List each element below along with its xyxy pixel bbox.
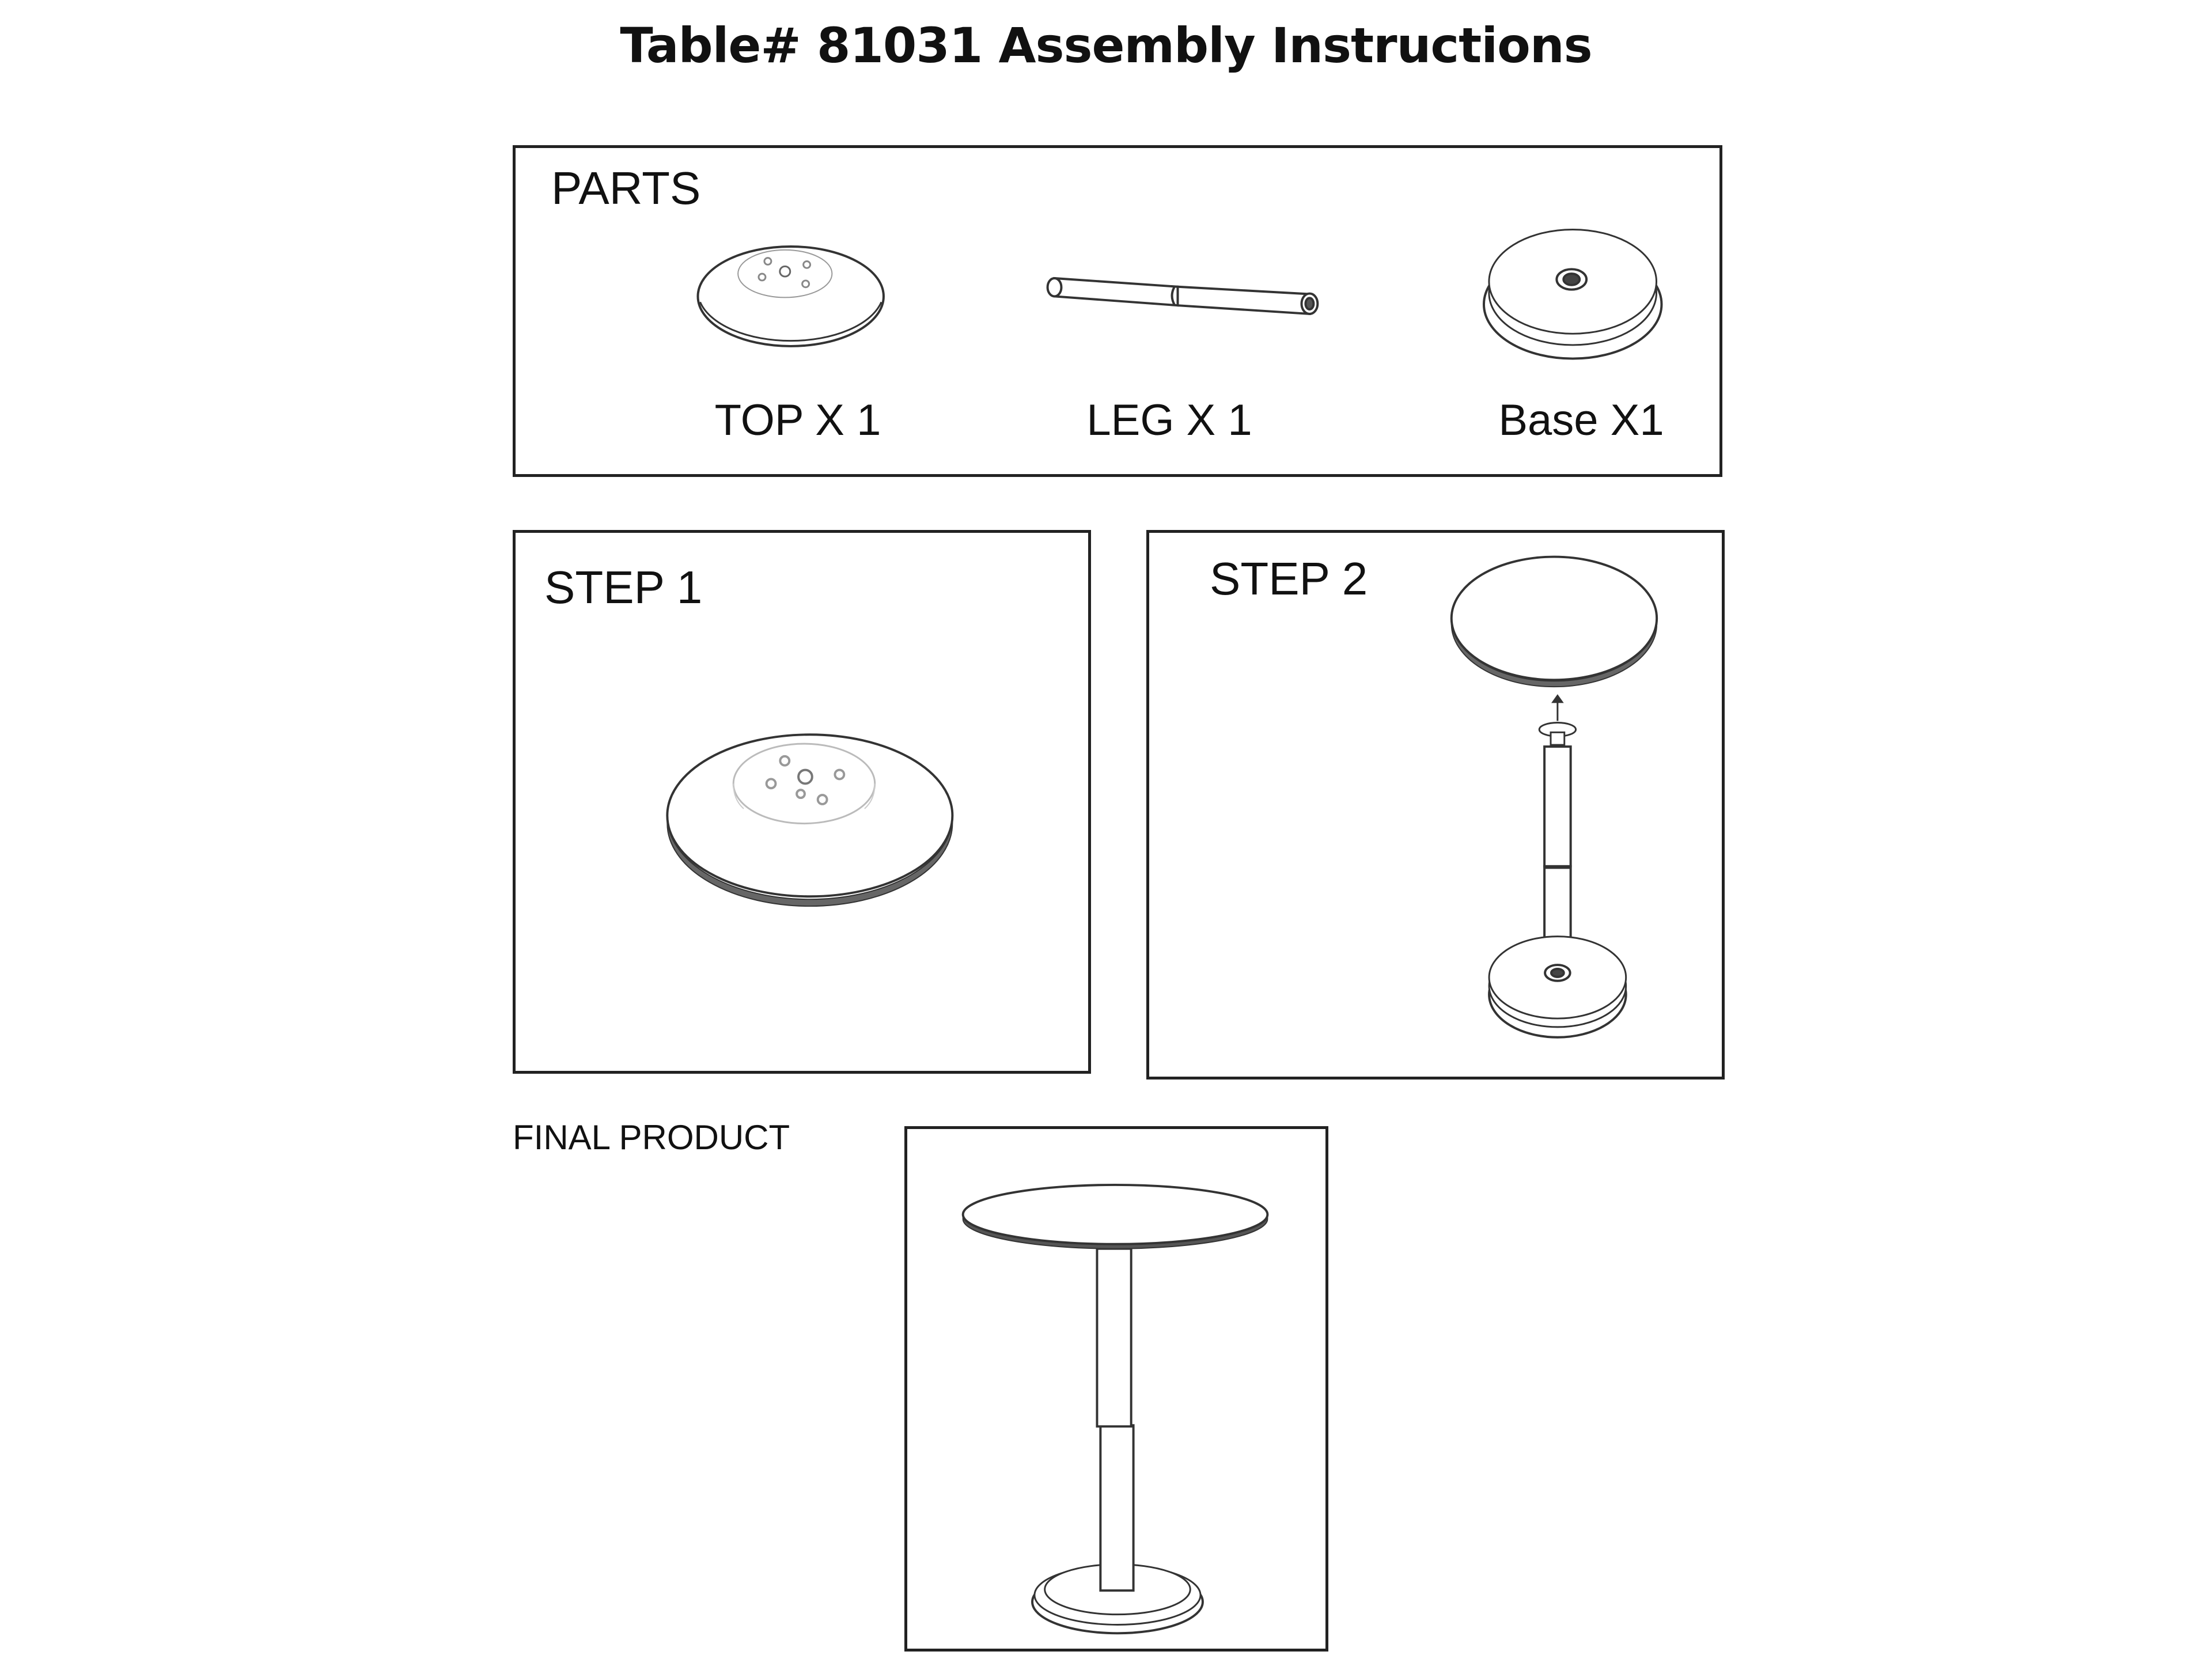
step1-panel <box>513 530 1091 1074</box>
base-part-drawing <box>1484 230 1662 359</box>
part-label-top: TOP X 1 <box>714 396 881 445</box>
parts-heading: PARTS <box>551 162 701 214</box>
final-product-label: FINAL PRODUCT <box>513 1118 790 1157</box>
part-label-leg: LEG X 1 <box>1086 396 1252 445</box>
step1-illustration <box>516 533 1088 1071</box>
step2-panel <box>1146 530 1725 1080</box>
step1-heading: STEP 1 <box>544 562 703 613</box>
step2-illustration <box>1149 533 1722 1077</box>
part-label-base: Base X1 <box>1498 396 1664 445</box>
leg-part-drawing <box>1048 278 1318 314</box>
final-product-panel <box>904 1126 1328 1652</box>
step2-heading: STEP 2 <box>1210 553 1368 604</box>
table-top-part-drawing <box>698 247 883 346</box>
parts-panel <box>513 145 1722 477</box>
page-title: Table# 81031 Assembly Instructions <box>620 17 1592 74</box>
final-product-illustration <box>907 1129 1325 1649</box>
